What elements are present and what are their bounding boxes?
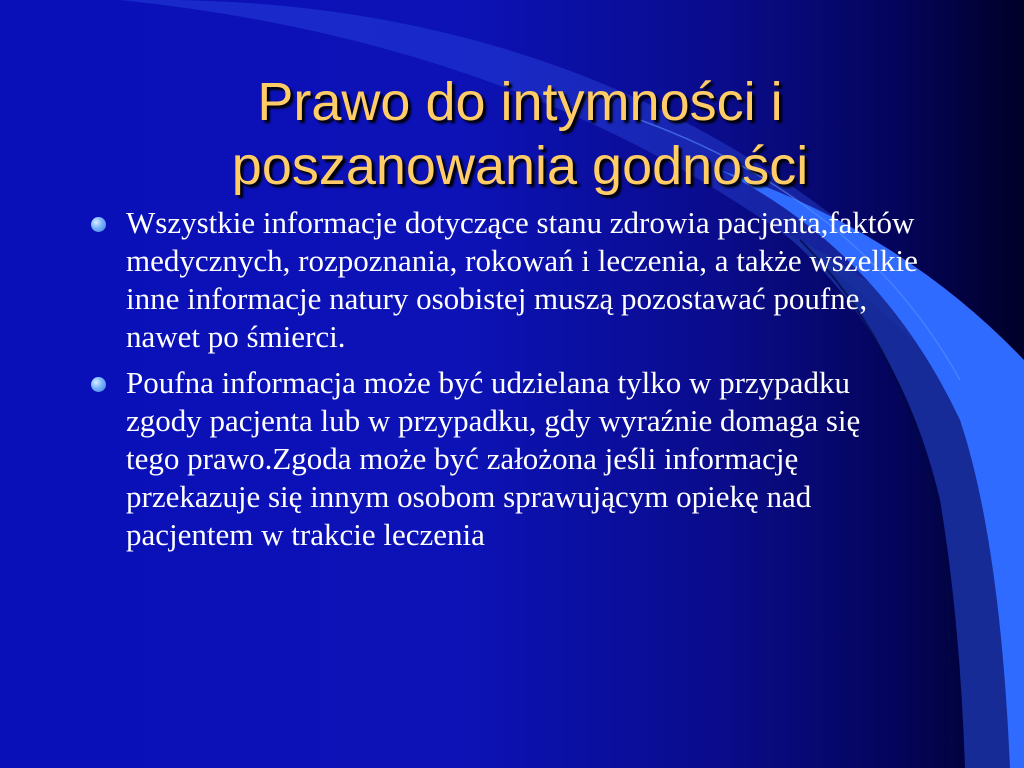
bullet-text: Poufna informacja może być udzielana tylko w przypadku zgody pacjenta lub w przypadku, gdy wyraźnie domaga się tego prawo.Zgoda może być założona jeśli informację przekazuje się innym osobom sprawującym opiekę nad pacjentem w trakcie leczenia <box>126 365 861 552</box>
slide-title: Prawo do intymności i poszanowania godności <box>231 72 809 196</box>
bullet-dot-icon <box>91 377 106 392</box>
bullet-text: Wszystkie informacje dotyczące stanu zdrowia pacjenta,faktów medycznych, rozpoznania, rokowań i leczenia, a także wszelkie inne informacje natury osobistej muszą pozostawać poufne, nawet po śmierci. <box>126 205 918 354</box>
bullet-item <box>88 204 918 356</box>
bullet-list <box>88 204 918 562</box>
bullet-dot-icon <box>91 217 106 232</box>
bullet-item <box>88 364 918 554</box>
